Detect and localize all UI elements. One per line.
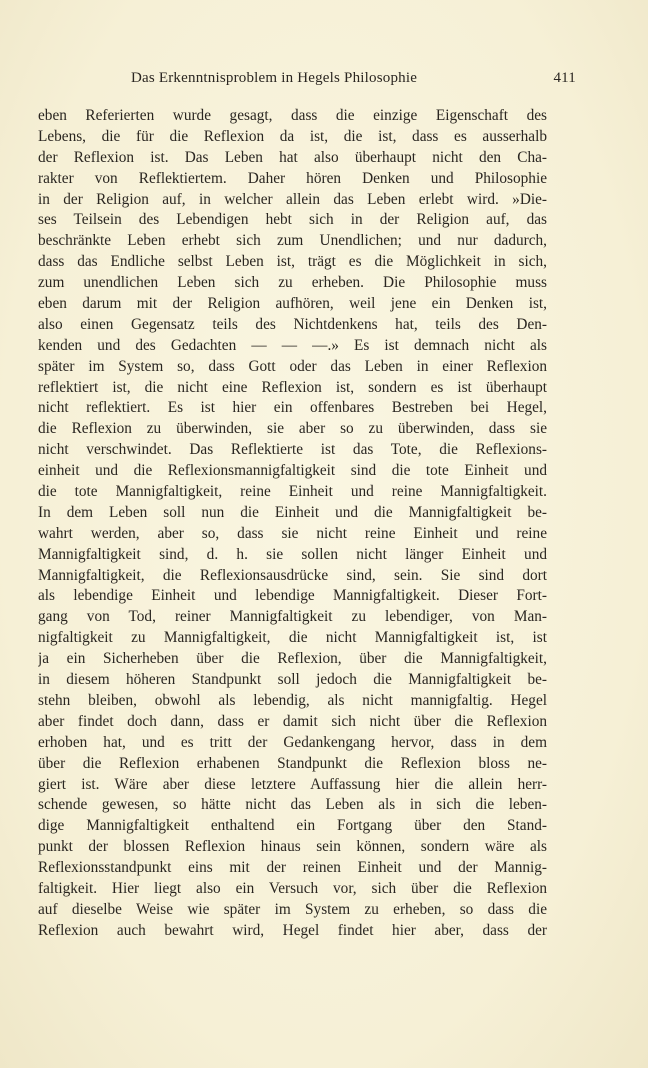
text-line: eben darum mit der Religion aufhören, weil jene ein Denken ist,: [38, 295, 547, 313]
text-line: punkt der blossen Reflexion hinaus sein können, sondern wäre als: [38, 838, 547, 856]
text-line: die Reflexion zu überwinden, sie aber so zu überwinden, dass sie: [38, 420, 547, 438]
text-line: Reflexionsstandpunkt eins mit der reinen Einheit und der Mannig-: [38, 859, 547, 877]
text-line: zum unendlichen Leben sich zu erheben. Die Philosophie muss: [38, 274, 547, 292]
text-line: wahrt werden, aber so, dass sie nicht reine Einheit und reine: [38, 524, 547, 542]
text-line: dass das Endliche selbst Leben ist, trägt es die Möglichkeit in sich,: [38, 253, 547, 271]
page-number: 411: [553, 70, 576, 86]
text-line: später im System so, dass Gott oder das Leben in einer Reflexion: [38, 357, 547, 375]
running-title: Das Erkenntnisproblem in Hegels Philosophie: [131, 70, 418, 86]
text-line: reflektiert ist, die nicht eine Reflexion ist, sondern es ist überhaupt: [38, 378, 547, 396]
text-line: über die Reflexion erhabenen Standpunkt die Reflexion bloss ne-: [38, 754, 547, 772]
text-line: ja ein Sicherheben über die Reflexion, über die Mannigfaltigkeit,: [38, 650, 547, 668]
text-line: schende gewesen, so hätte nicht das Leben als in sich die leben-: [38, 796, 547, 814]
text-line: Lebens, die für die Reflexion da ist, die ist, dass es ausserhalb: [38, 127, 547, 145]
text-line: stehn bleiben, obwohl als lebendig, als nicht mannigfaltig. Hegel: [38, 691, 547, 709]
text-line: in der Religion auf, in welcher allein das Leben erlebt wird. »Die-: [38, 190, 547, 208]
body-text: [38, 106, 547, 942]
text-line: der Reflexion ist. Das Leben hat also überhaupt nicht den Cha-: [38, 148, 547, 166]
text-line: also einen Gegensatz teils des Nichtdenkens hat, teils des Den-: [38, 315, 547, 333]
text-line: nicht verschwindet. Das Reflektierte ist das Tote, die Reflexions-: [38, 441, 547, 459]
text-line: Mannigfaltigkeit, die Reflexionsausdrücke sind, sein. Sie sind dort: [38, 566, 547, 584]
text-line: auf dieselbe Weise wie später im System zu erheben, so dass die: [38, 900, 547, 918]
running-header: [38, 70, 576, 90]
text-line: beschränkte Leben erhebt sich zum Unendlichen; und nur dadurch,: [38, 232, 547, 250]
text-line: einheit und die Reflexionsmannigfaltigkeit sind die tote Einheit und: [38, 462, 547, 480]
text-line: dige Mannigfaltigkeit enthaltend ein Fortgang über den Stand-: [38, 817, 547, 835]
text-line: gang von Tod, reiner Mannigfaltigkeit zu lebendiger, von Man-: [38, 608, 547, 626]
text-line: nigfaltigkeit zu Mannigfaltigkeit, die nicht Mannigfaltigkeit ist, ist: [38, 629, 547, 647]
text-line: Mannigfaltigkeit sind, d. h. sie sollen nicht länger Einheit und: [38, 545, 547, 563]
text-line: Reflexion auch bewahrt wird, Hegel findet hier aber, dass der: [38, 921, 547, 939]
text-line: giert ist. Wäre aber diese letztere Auffassung hier die allein herr-: [38, 775, 547, 793]
text-line: als lebendige Einheit und lebendige Mannigfaltigkeit. Dieser Fort-: [38, 587, 547, 605]
text-line: faltigkeit. Hier liegt also ein Versuch vor, sich über die Reflexion: [38, 879, 547, 897]
text-line: nicht reflektiert. Es ist hier ein offenbares Bestreben bei Hegel,: [38, 399, 547, 417]
text-line: in diesem höheren Standpunkt soll jedoch die Mannigfaltigkeit be-: [38, 671, 547, 689]
text-line: In dem Leben soll nun die Einheit und die Mannigfaltigkeit be-: [38, 503, 547, 521]
text-line: ses Teilsein des Lebendigen hebt sich in der Religion auf, das: [38, 211, 547, 229]
text-line: aber findet doch dann, dass er damit sich nicht über die Reflexion: [38, 712, 547, 730]
text-line: eben Referierten wurde gesagt, dass die einzige Eigenschaft des: [38, 107, 547, 124]
text-line: die tote Mannigfaltigkeit, reine Einheit und reine Mannigfaltigkeit.: [38, 483, 547, 501]
text-line: rakter von Reflektiertem. Daher hören Denken und Philosophie: [38, 169, 547, 187]
text-line: erhoben hat, und es tritt der Gedankengang hervor, dass in dem: [38, 733, 547, 751]
text-line: kenden und des Gedachten — — —.» Es ist demnach nicht als: [38, 336, 547, 354]
